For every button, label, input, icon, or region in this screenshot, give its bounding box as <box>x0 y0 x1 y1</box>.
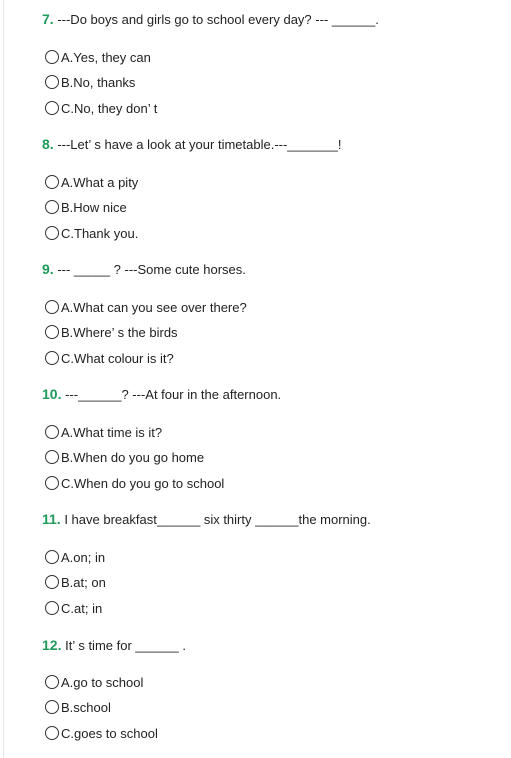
radio-circle-icon[interactable] <box>45 200 59 214</box>
radio-circle-icon[interactable] <box>45 226 59 240</box>
option-label: B.school <box>61 699 111 715</box>
radio-circle-icon[interactable] <box>45 50 59 64</box>
option-c[interactable] <box>45 473 224 493</box>
question-stem <box>42 135 342 154</box>
option-label: A.What time is it? <box>61 424 163 440</box>
question-text: --- _____ ? ---Some cute horses. <box>57 262 246 277</box>
radio-circle-icon[interactable] <box>45 325 59 339</box>
question-stem <box>42 10 379 29</box>
option-label: B.Where’ s the birds <box>61 324 178 340</box>
option-a[interactable] <box>45 422 162 442</box>
radio-circle-icon[interactable] <box>45 425 59 439</box>
option-a[interactable] <box>45 672 143 692</box>
option-label: B.When do you go home <box>61 449 205 465</box>
radio-circle-icon[interactable] <box>45 575 59 589</box>
option-label: A.What a pity <box>61 174 139 190</box>
question-text: ---Let’ s have a look at your timetable.---_______! <box>57 137 342 152</box>
option-label: C.Thank you. <box>61 225 139 241</box>
radio-circle-icon[interactable] <box>45 75 59 89</box>
option-label: B.How nice <box>61 199 127 215</box>
radio-circle-icon[interactable] <box>45 700 59 714</box>
radio-circle-icon[interactable] <box>45 601 59 615</box>
question-text: ---______? ---At four in the afternoon. <box>65 387 282 402</box>
question-number: 10. <box>42 386 62 402</box>
question-text: ---Do boys and girls go to school every day? --- ______. <box>57 12 379 27</box>
question-number: 12. <box>42 637 62 653</box>
question-stem <box>42 260 246 279</box>
option-label: C.What colour is it? <box>61 350 174 366</box>
option-c[interactable] <box>45 598 102 618</box>
radio-circle-icon[interactable] <box>45 300 59 314</box>
option-label: B.No, thanks <box>61 74 136 90</box>
option-label: B.at; on <box>61 574 106 590</box>
question-text: It’ s time for ______ . <box>65 638 187 653</box>
question-number: 7. <box>42 11 54 27</box>
option-label: A.What can you see over there? <box>61 299 247 315</box>
option-b[interactable] <box>45 572 106 592</box>
radio-circle-icon[interactable] <box>45 175 59 189</box>
radio-circle-icon[interactable] <box>45 351 59 365</box>
radio-circle-icon[interactable] <box>45 476 59 490</box>
option-b[interactable] <box>45 72 135 92</box>
question-number: 11. <box>42 511 61 527</box>
page-left-border <box>3 0 4 758</box>
radio-circle-icon[interactable] <box>45 550 59 564</box>
option-a[interactable] <box>45 297 247 317</box>
option-c[interactable] <box>45 223 138 243</box>
option-b[interactable] <box>45 197 127 217</box>
option-a[interactable] <box>45 47 151 67</box>
option-label: A.Yes, they can <box>61 49 151 65</box>
option-label: C.When do you go to school <box>61 475 225 491</box>
question-stem <box>42 636 186 655</box>
option-b[interactable] <box>45 697 111 717</box>
question-number: 9. <box>42 261 54 277</box>
option-b[interactable] <box>45 322 178 342</box>
radio-circle-icon[interactable] <box>45 675 59 689</box>
option-label: C.at; in <box>61 600 103 616</box>
option-c[interactable] <box>45 98 157 118</box>
radio-circle-icon[interactable] <box>45 726 59 740</box>
option-label: C.goes to school <box>61 725 158 741</box>
option-c[interactable] <box>45 723 158 743</box>
option-label: C.No, they don’ t <box>61 100 158 116</box>
option-label: A.go to school <box>61 674 144 690</box>
option-c[interactable] <box>45 348 174 368</box>
radio-circle-icon[interactable] <box>45 101 59 115</box>
question-number: 8. <box>42 136 54 152</box>
radio-circle-icon[interactable] <box>45 450 59 464</box>
question-stem <box>42 510 371 529</box>
question-text: I have breakfast______ six thirty ______the morning. <box>64 512 371 527</box>
option-a[interactable] <box>45 172 138 192</box>
option-b[interactable] <box>45 447 204 467</box>
option-label: A.on; in <box>61 549 106 565</box>
option-a[interactable] <box>45 547 105 567</box>
question-stem <box>42 385 281 404</box>
